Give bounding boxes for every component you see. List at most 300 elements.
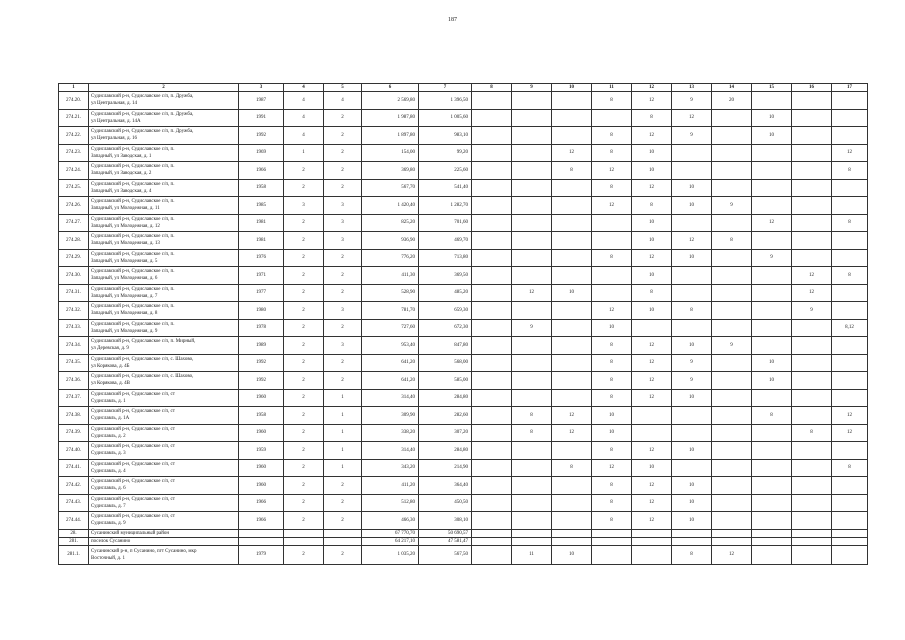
table-cell <box>712 537 752 545</box>
table-cell <box>552 302 592 320</box>
table-cell <box>792 109 832 127</box>
table-cell: 10 <box>632 144 672 162</box>
table-cell: 14 <box>712 84 752 92</box>
table-cell <box>792 389 832 407</box>
table-cell: 10 <box>672 249 712 267</box>
table-cell: 12 <box>832 424 868 442</box>
table-cell: 67 770,70 <box>362 529 419 537</box>
table-cell: Судиславский р-н, Судиславское с/п, п. Дружба, ул Центральная, д. 14 <box>89 92 239 110</box>
table-cell: 274.42. <box>59 477 89 495</box>
table-cell <box>672 407 712 425</box>
table-cell: 12 <box>832 144 868 162</box>
table-cell: 12 <box>672 232 712 250</box>
table-cell <box>472 179 512 197</box>
table-cell: 8 <box>592 389 632 407</box>
table-cell: 1980 <box>239 302 284 320</box>
table-cell <box>592 545 632 564</box>
table-row <box>59 512 868 530</box>
table-cell <box>552 389 592 407</box>
table-cell: 781,70 <box>362 302 419 320</box>
table-cell <box>324 529 362 537</box>
table-cell <box>792 372 832 390</box>
table-cell: 8 <box>512 407 552 425</box>
table-cell: 2 <box>284 354 324 372</box>
table-cell <box>284 529 324 537</box>
table-row <box>59 197 868 215</box>
table-cell <box>752 319 792 337</box>
table-row <box>59 162 868 180</box>
table-cell <box>712 389 752 407</box>
table-cell: 11 <box>592 84 632 92</box>
table-cell: 343,20 <box>362 459 419 477</box>
table-cell <box>752 337 792 355</box>
table-cell: Судиславский р-н, Судиславское с/п, с. Шахово, ул Корякова, д. 4В <box>89 372 239 390</box>
table-cell <box>752 494 792 512</box>
table-cell <box>512 537 552 545</box>
table-cell: 2 <box>284 494 324 512</box>
table-cell: 274.34. <box>59 337 89 355</box>
table-cell: 274.27. <box>59 214 89 232</box>
table-cell: 99,20 <box>419 144 472 162</box>
table-cell: 274.22. <box>59 127 89 145</box>
table-cell: 274.21. <box>59 109 89 127</box>
table-cell: 274.32. <box>59 302 89 320</box>
table-row <box>59 302 868 320</box>
table-cell: 281. <box>59 537 89 545</box>
table-cell <box>752 267 792 285</box>
table-cell: 12 <box>672 109 712 127</box>
table-cell <box>832 127 868 145</box>
table-cell <box>832 92 868 110</box>
table-cell: 1979 <box>239 545 284 564</box>
table-cell: 8 <box>592 477 632 495</box>
table-cell <box>592 109 632 127</box>
table-cell: 12 <box>552 144 592 162</box>
table-cell <box>752 144 792 162</box>
table-cell <box>712 109 752 127</box>
table-cell <box>472 214 512 232</box>
table-cell: 8 <box>832 162 868 180</box>
table-cell: 1 <box>59 84 89 92</box>
table-cell: 2 <box>324 319 362 337</box>
table-cell: 3 <box>324 214 362 232</box>
table-cell: 10 <box>752 372 792 390</box>
table-cell: 281.1. <box>59 545 89 564</box>
table-cell: 5 <box>324 84 362 92</box>
table-cell <box>752 529 792 537</box>
table-cell: 1978 <box>239 319 284 337</box>
table-cell <box>552 267 592 285</box>
table-cell <box>712 284 752 302</box>
table-cell: Судиславский р-н, Судиславское с/п, п. Западный, ул Молодежная, д. 7 <box>89 284 239 302</box>
table-cell: 11 <box>512 545 552 564</box>
table-cell: 10 <box>752 109 792 127</box>
table-cell <box>512 197 552 215</box>
table-cell: 713,80 <box>419 249 472 267</box>
table-cell: 8 <box>632 284 672 302</box>
table-cell <box>632 424 672 442</box>
table-cell <box>792 144 832 162</box>
table-cell: 2 <box>324 249 362 267</box>
table-cell: 568,00 <box>419 354 472 372</box>
table-cell: 2 569,80 <box>362 92 419 110</box>
table-cell <box>632 319 672 337</box>
table-cell: 3 <box>284 197 324 215</box>
table-cell: 12 <box>712 545 752 564</box>
table-cell: 12 <box>632 92 672 110</box>
table-cell <box>712 494 752 512</box>
table-cell <box>712 354 752 372</box>
table-cell: 274.31. <box>59 284 89 302</box>
table-cell <box>552 179 592 197</box>
table-cell <box>284 537 324 545</box>
table-cell <box>712 459 752 477</box>
table-cell: 2 <box>324 512 362 530</box>
table-cell: 1 005,60 <box>419 109 472 127</box>
table-cell: Судиславский р-н, Судиславское с/п, п. Западный, ул Молодежная, д. 12 <box>89 214 239 232</box>
table-cell: 274.40. <box>59 442 89 460</box>
table-cell: поселок Сусанино <box>89 537 239 545</box>
table-cell: 2 <box>284 319 324 337</box>
table-cell <box>752 545 792 564</box>
table-cell: 12 <box>552 407 592 425</box>
table-cell: Сусанинский р-н, п Сусанино, пгт Сусанино, мкр Восточный, д. 1 <box>89 545 239 564</box>
table-cell <box>832 537 868 545</box>
table-cell: Судиславский р-н, Судиславское с/п, п. Западный, ул Молодежная, д. 11 <box>89 197 239 215</box>
table-cell: 274.26. <box>59 197 89 215</box>
table-cell <box>552 537 592 545</box>
table-cell: 338,20 <box>362 424 419 442</box>
table-cell: 12 <box>632 179 672 197</box>
table-cell: 2 <box>324 284 362 302</box>
table-cell: 9 <box>672 92 712 110</box>
table-row <box>59 284 868 302</box>
table-cell <box>512 354 552 372</box>
table-cell: 1989 <box>239 337 284 355</box>
table-cell: 364,40 <box>419 477 472 495</box>
table-cell: 10 <box>672 337 712 355</box>
table-cell: 936,90 <box>362 232 419 250</box>
table-cell: 307,20 <box>419 424 472 442</box>
table-row <box>59 459 868 477</box>
table-cell <box>324 537 362 545</box>
table-cell: 8 <box>592 512 632 530</box>
table-cell: 274.43. <box>59 494 89 512</box>
table-cell <box>239 537 284 545</box>
table-cell <box>512 92 552 110</box>
table-cell: Судиславский р-н, Судиславское с/п, с. Шахово, ул Корякова, д. 4Б <box>89 354 239 372</box>
table-cell <box>512 459 552 477</box>
table-cell <box>792 529 832 537</box>
table-cell: 2 <box>284 477 324 495</box>
table-cell <box>792 92 832 110</box>
table-cell <box>472 267 512 285</box>
table-cell: 9 <box>712 197 752 215</box>
table-cell <box>752 537 792 545</box>
table-cell: Судиславский р-н, Судиславское с/п, ст Судиславль, д. 1 <box>89 389 239 407</box>
table-cell <box>792 214 832 232</box>
table-cell: 847,80 <box>419 337 472 355</box>
table-cell: 4 <box>324 92 362 110</box>
table-cell: Судиславский р-н, Судиславское с/п, п. Мирный, ул Деревская, д. 9 <box>89 337 239 355</box>
table-cell <box>472 459 512 477</box>
table-row <box>59 337 868 355</box>
table-cell <box>832 232 868 250</box>
table-cell <box>552 529 592 537</box>
housing-register-table <box>58 83 868 565</box>
table-cell <box>512 249 552 267</box>
table-row <box>59 319 868 337</box>
table-cell: 9 <box>512 319 552 337</box>
table-cell: 1 <box>284 144 324 162</box>
table-cell: 8 <box>632 197 672 215</box>
table-cell <box>672 144 712 162</box>
table-cell: 1991 <box>239 109 284 127</box>
table-cell <box>512 179 552 197</box>
summary-row <box>59 529 868 537</box>
table-cell <box>552 319 592 337</box>
table-cell: 2 <box>324 494 362 512</box>
table-cell: 1960 <box>239 459 284 477</box>
table-cell: 8 <box>672 302 712 320</box>
table-cell <box>752 92 792 110</box>
table-cell: Судиславский р-н, Судиславское с/п, п. Дружба, ул Центральная, д. 16 <box>89 127 239 145</box>
table-cell <box>672 284 712 302</box>
table-cell <box>472 232 512 250</box>
table-cell: 12 <box>632 442 672 460</box>
table-cell <box>712 372 752 390</box>
table-cell <box>832 494 868 512</box>
table-cell <box>832 529 868 537</box>
table-cell: 274.23. <box>59 144 89 162</box>
table-row <box>59 92 868 110</box>
table-header-row <box>59 84 868 92</box>
table-cell <box>472 249 512 267</box>
table-cell <box>712 302 752 320</box>
table-cell <box>672 267 712 285</box>
table-cell: 17 <box>832 84 868 92</box>
table-cell: 154,00 <box>362 144 419 162</box>
table-cell: 8 <box>712 232 752 250</box>
table-cell: 701,60 <box>419 214 472 232</box>
table-cell: 776,20 <box>362 249 419 267</box>
table-cell <box>472 545 512 564</box>
table-row <box>59 389 868 407</box>
table-row <box>59 494 868 512</box>
table-cell <box>712 442 752 460</box>
table-cell: 12 <box>632 354 672 372</box>
table-cell: 274.30. <box>59 267 89 285</box>
table-cell: 50 690,57 <box>419 529 472 537</box>
table-cell: 2 <box>284 545 324 564</box>
table-cell: 10 <box>632 267 672 285</box>
table-cell <box>792 545 832 564</box>
table-cell: 274.33. <box>59 319 89 337</box>
table-cell <box>552 127 592 145</box>
table-cell: 8,12 <box>832 319 868 337</box>
table-cell <box>472 512 512 530</box>
table-cell: 9 <box>672 372 712 390</box>
table-cell: 1992 <box>239 127 284 145</box>
table-cell <box>472 144 512 162</box>
table-cell: 10 <box>672 179 712 197</box>
table-cell: 12 <box>512 284 552 302</box>
table-cell <box>632 529 672 537</box>
table-cell: 469,70 <box>419 232 472 250</box>
table-cell <box>472 477 512 495</box>
table-cell: 274.24. <box>59 162 89 180</box>
table-cell <box>672 162 712 180</box>
table-cell: 214,90 <box>419 459 472 477</box>
table-cell: 8 <box>672 545 712 564</box>
table-cell <box>512 267 552 285</box>
table-cell: 274.38. <box>59 407 89 425</box>
summary-row <box>59 545 868 564</box>
table-cell: 12 <box>752 214 792 232</box>
table-cell <box>512 512 552 530</box>
table-cell: 528,90 <box>362 284 419 302</box>
table-cell: 2 <box>284 249 324 267</box>
table-cell: 8 <box>832 459 868 477</box>
table-cell: 13 <box>672 84 712 92</box>
table-cell <box>792 197 832 215</box>
table-cell <box>792 494 832 512</box>
table-cell <box>752 179 792 197</box>
table-cell <box>592 214 632 232</box>
table-cell: 274.35. <box>59 354 89 372</box>
table-cell: 1960 <box>239 477 284 495</box>
table-cell: 225,60 <box>419 162 472 180</box>
table-cell: 485,20 <box>419 284 472 302</box>
table-cell <box>752 389 792 407</box>
table-cell <box>472 109 512 127</box>
table-cell: 953,40 <box>362 337 419 355</box>
table-cell: 10 <box>592 407 632 425</box>
table-cell <box>832 512 868 530</box>
table-cell: 2 <box>284 407 324 425</box>
table-cell: Судиславский р-н, Судиславское с/п, п. Западный, ул Молодежная, д. 8 <box>89 302 239 320</box>
table-cell <box>792 537 832 545</box>
table-cell <box>672 424 712 442</box>
table-cell <box>512 162 552 180</box>
table-cell <box>832 442 868 460</box>
table-cell: 1971 <box>239 267 284 285</box>
table-cell: Судиславский р-н, Судиславское с/п, ст Судиславль, д. 9 <box>89 512 239 530</box>
table-cell: 309,90 <box>362 407 419 425</box>
table-cell <box>512 232 552 250</box>
table-cell: 1992 <box>239 354 284 372</box>
table-cell: 10 <box>672 197 712 215</box>
table-cell: 2 <box>284 284 324 302</box>
table-cell: 274.41. <box>59 459 89 477</box>
table-cell: 1985 <box>239 197 284 215</box>
table-cell: 9 <box>752 249 792 267</box>
table-cell <box>792 232 832 250</box>
table-cell: 274.25. <box>59 179 89 197</box>
table-cell <box>712 144 752 162</box>
table-cell <box>832 354 868 372</box>
table-cell: 2 <box>324 354 362 372</box>
table-cell <box>792 319 832 337</box>
table-cell: 8 <box>792 424 832 442</box>
table-cell: 1987 <box>239 92 284 110</box>
table-cell <box>472 442 512 460</box>
table-cell: 1 <box>324 424 362 442</box>
table-cell: 1 420,40 <box>362 197 419 215</box>
table-cell: 2 <box>324 477 362 495</box>
table-row <box>59 179 868 197</box>
table-cell: 1 396,50 <box>419 92 472 110</box>
table-cell: 314,40 <box>362 389 419 407</box>
table-cell: Судиславский р-н, Судиславское с/п, п. Западный, ул Заводская, д. 1 <box>89 144 239 162</box>
table-cell <box>792 477 832 495</box>
table-cell <box>552 337 592 355</box>
table-cell: 1 897,80 <box>362 127 419 145</box>
table-cell: Сусанинский муниципальный район <box>89 529 239 537</box>
table-cell <box>512 477 552 495</box>
table-cell: Судиславский р-н, Судиславское с/п, п. Западный, ул Молодежная, д. 13 <box>89 232 239 250</box>
table-cell: 9 <box>792 302 832 320</box>
table-cell <box>792 162 832 180</box>
table-cell: 10 <box>632 214 672 232</box>
table-cell <box>792 512 832 530</box>
table-cell: 3 <box>324 302 362 320</box>
table-cell: 567,70 <box>362 179 419 197</box>
table-cell: 282,60 <box>419 407 472 425</box>
table-cell <box>752 459 792 477</box>
table-cell: 585,00 <box>419 372 472 390</box>
table-cell <box>512 127 552 145</box>
table-cell: 12 <box>632 494 672 512</box>
table-cell: Судиславский р-н, Судиславское с/п, п. Западный, ул Молодежная, д. 9 <box>89 319 239 337</box>
table-cell <box>552 197 592 215</box>
table-cell <box>472 162 512 180</box>
table-cell <box>832 545 868 564</box>
table-cell: 274.29. <box>59 249 89 267</box>
table-cell <box>752 512 792 530</box>
table-cell <box>832 477 868 495</box>
table-cell: 274.20. <box>59 92 89 110</box>
table-cell: 3 <box>324 197 362 215</box>
table-cell <box>672 537 712 545</box>
table-cell <box>712 319 752 337</box>
table-cell: 12 <box>592 197 632 215</box>
table-row <box>59 354 868 372</box>
table-cell: 1966 <box>239 494 284 512</box>
table-cell <box>472 92 512 110</box>
summary-row <box>59 537 868 545</box>
table-cell: 308,10 <box>419 512 472 530</box>
table-cell: 1 <box>324 407 362 425</box>
table-cell: 8 <box>592 372 632 390</box>
table-cell: 10 <box>632 232 672 250</box>
table-cell <box>472 424 512 442</box>
table-cell <box>512 144 552 162</box>
table-cell: 825,20 <box>362 214 419 232</box>
page-number: 187 <box>448 17 457 23</box>
table-cell: 4 <box>284 92 324 110</box>
table-cell: 2 <box>284 512 324 530</box>
table-cell: Судиславский р-н, Судиславское с/п, ст Судиславль, д. 7 <box>89 494 239 512</box>
table-cell: 64 217,10 <box>362 537 419 545</box>
table-cell: 12 <box>632 372 672 390</box>
table-cell: 8 <box>832 214 868 232</box>
table-cell <box>712 214 752 232</box>
table-cell <box>712 424 752 442</box>
table-cell <box>792 337 832 355</box>
table-cell: 8 <box>472 84 512 92</box>
table-cell <box>472 389 512 407</box>
